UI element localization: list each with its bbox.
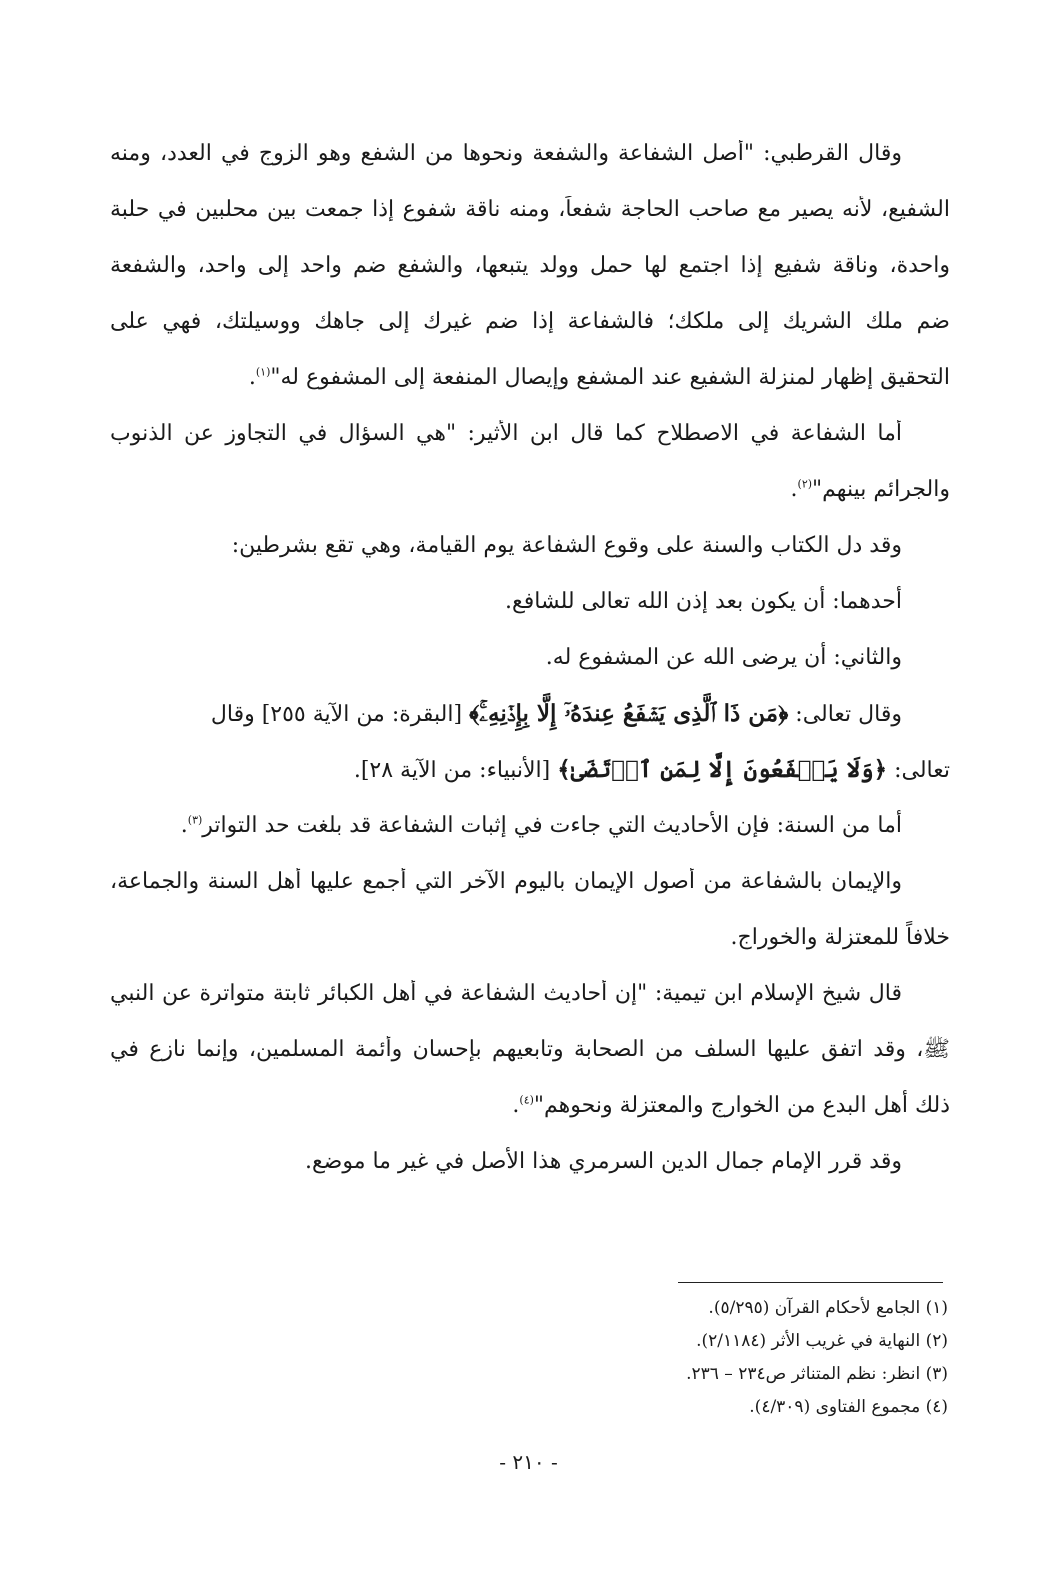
text-span: وقد دل الكتاب والسنة على وقوع الشفاعة يوم القيامة، وهي تقع بشرطين: — [231, 533, 902, 558]
text-span: وقد قرر الإمام جمال الدين السرمري هذا الأصل في غير ما موضع. — [304, 1149, 902, 1174]
text-span: ﷺ، وقد اتفق عليها السلف من الصحابة وتابعيهم بإحسان وأئمة المسلمين، وإنما نازع في — [110, 1037, 950, 1062]
footnote-separator — [678, 1282, 943, 1283]
text-span: أحدهما: أن يكون بعد إذن الله تعالى للشافع. — [505, 589, 902, 614]
paragraph-line — [110, 364, 950, 420]
quran-verse: ﴿وَلَا يَشۡفَعُونَ إِلَّا لِمَنِ ٱرۡتَضَىٰ﴾ — [557, 756, 888, 783]
paragraph-line — [110, 1036, 950, 1092]
verse-line — [110, 700, 950, 756]
text-span: ذلك أهل البدع من الخوارج والمعتزلة ونحوهم" — [533, 1093, 950, 1118]
text-span: تعالى: — [894, 758, 950, 783]
paragraph-line — [110, 532, 950, 588]
paragraph-line — [110, 588, 950, 644]
footnote-item: (١) الجامع لأحكام القرآن (٥/٢٩٥). — [708, 1298, 948, 1318]
paragraph-line — [110, 420, 950, 476]
footnote-item: (٤) مجموع الفتاوى (٤/٣٠٩). — [749, 1397, 948, 1417]
text-span: قال شيخ الإسلام ابن تيمية: "إن أحاديث الشفاعة في أهل الكبائر ثابتة متواترة عن النبي — [110, 981, 902, 1006]
text-span: خلافاً للمعتزلة والخوراج. — [730, 925, 950, 950]
verse-line — [110, 756, 950, 812]
text-span: والجرائم بينهم" — [812, 477, 950, 502]
paragraph-line — [110, 308, 950, 364]
paragraph-line — [110, 252, 950, 308]
quran-verse: ﴿مَن ذَا ٱلَّذِى يَشۡفَعُ عِندَهُۥٓ إِلَّا بِإِذۡنِهِۦۚ﴾ — [469, 700, 789, 727]
paragraph-line — [110, 1092, 950, 1148]
paragraph-line — [110, 196, 950, 252]
text-span: الشفيع، لأنه يصير مع صاحب الحاجة شفعاً، ومنه ناقة شفوع إذا جمعت بين محلبين في حلبة — [110, 197, 950, 222]
text-span: وقال — [210, 702, 255, 727]
paragraph-line — [110, 476, 950, 532]
footnotes — [110, 1297, 948, 1429]
footnote-mark: (٣) — [187, 813, 203, 827]
paragraph-line — [110, 812, 950, 868]
paragraph-line — [110, 924, 950, 980]
sentence-end: . — [248, 365, 256, 390]
verse-reference: [البقرة: من الآية ٢٥٥] — [261, 702, 463, 727]
text-span: والثاني: أن يرضى الله عن المشفوع له. — [545, 645, 902, 670]
sentence-end: . — [180, 813, 188, 838]
text-span: وقال القرطبي: "أصل الشفاعة والشفعة ونحوها من الشفع وهو الزوج في العدد، ومنه — [110, 141, 902, 166]
paragraph-line — [110, 140, 950, 196]
text-span: أما من السنة: فإن الأحاديث التي جاءت في إثبات الشفاعة قد بلغت حد التواتر — [202, 813, 902, 838]
paragraph-line — [110, 1148, 950, 1204]
footnote-mark: (٤) — [519, 1093, 534, 1107]
footnote-mark: (٢) — [797, 477, 813, 491]
text-span: واحدة، وناقة شفيع إذا اجتمع لها حمل وولد يتبعها، والشفع ضم واحد إلى واحد، والشفعة — [110, 253, 950, 278]
paragraph-line — [110, 868, 950, 924]
text-span: وقال تعالى: — [795, 702, 902, 727]
sentence-end: . — [512, 1093, 520, 1118]
paragraph-line — [110, 644, 950, 700]
footnote-item: (٢) النهاية في غريب الأثر (٢/١١٨٤). — [696, 1331, 948, 1351]
footnote-mark: (١) — [255, 365, 271, 379]
text-span: التحقيق إظهار لمنزلة الشفيع عند المشفع وإيصال المنفعة إلى المشفوع له" — [270, 365, 950, 390]
paragraph-line — [110, 980, 950, 1036]
page-number: - ٢١٠ - — [499, 1450, 558, 1474]
verse-reference: [الأنبياء: من الآية ٢٨]. — [353, 758, 551, 783]
footnote-item: (٣) انظر: نظم المتناثر ص٢٣٤ – ٢٣٦. — [686, 1364, 948, 1384]
body-text — [110, 140, 950, 1204]
sentence-end: . — [790, 477, 798, 502]
text-span: ضم ملك الشريك إلى ملكك؛ فالشفاعة إذا ضم غيرك إلى جاهك ووسيلتك، فهي على — [110, 309, 950, 334]
text-span: أما الشفاعة في الاصطلاح كما قال ابن الأثير: "هي السؤال في التجاوز عن الذنوب — [110, 421, 902, 446]
text-span: والإيمان بالشفاعة من أصول الإيمان باليوم الآخر التي أجمع عليها أهل السنة والجماعة، — [110, 869, 902, 894]
